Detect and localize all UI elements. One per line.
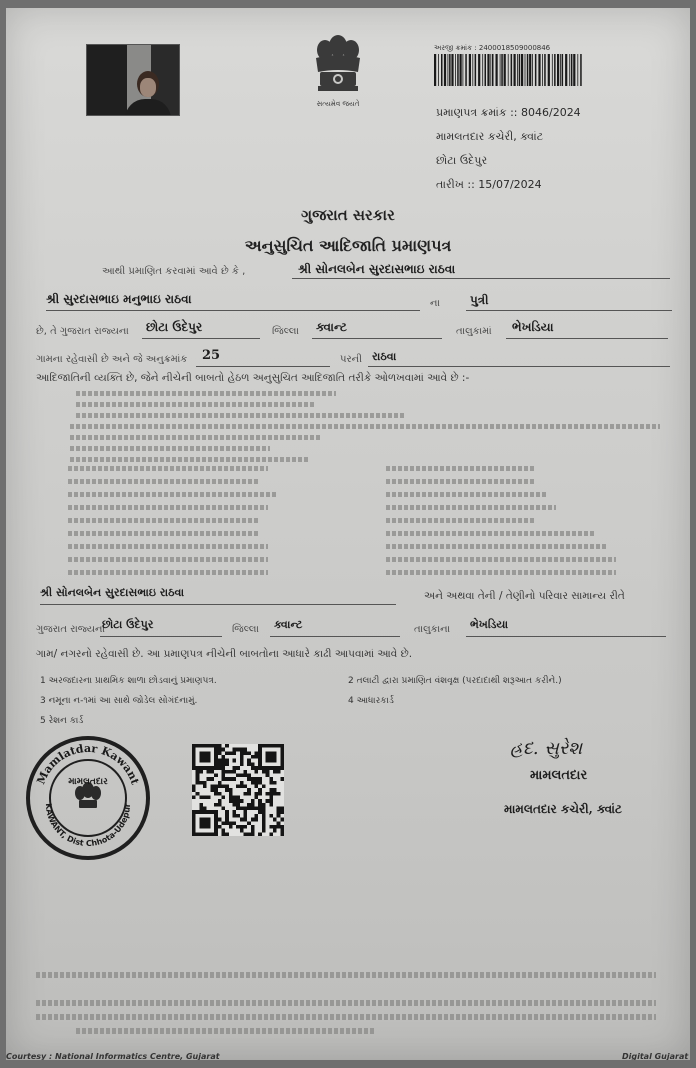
official-stamp bbox=[24, 734, 152, 862]
courtesy-text: Courtesy : National Informatics Centre, Gujarat bbox=[6, 1052, 220, 1060]
village2-value: ભેખડિયા bbox=[470, 618, 509, 631]
document-item: 1 અરજદારના પ્રાથમિક શાળા છોડવાનું પ્રમાણપત્ર. bbox=[40, 676, 217, 686]
village-value: ભેખડિયા bbox=[512, 320, 554, 334]
stamp-outer-text: Mamlatdar Kawant bbox=[34, 741, 142, 787]
district-label: જિલ્લા bbox=[272, 326, 299, 337]
office-name: મામલતદાર કચેરી, ક્વાંટ bbox=[436, 130, 544, 143]
document-item: 3 નમૂના ન-૧માં આ સાથે જોડેલ સોગંદનામું. bbox=[40, 696, 198, 706]
serial-label: ગામના રહેવાસી છે અને જે અનુક્રમાંક bbox=[36, 354, 188, 365]
tribe-value: રાઠવા bbox=[372, 350, 397, 363]
document-item: 4 આધારકાર્ડ bbox=[348, 696, 394, 706]
applicant-name: શ્રી સોનલબેન સુરદાસભાઇ રાઠવા bbox=[298, 262, 456, 276]
applicant-photo bbox=[86, 44, 180, 116]
taluka-label: તાલુકામાં bbox=[456, 326, 492, 337]
document-item: 2 તલાટી દ્વારા પ્રમાણિત વંશવૃક્ષ (પરદાદાથી શરૂઆત કરીને.) bbox=[348, 676, 562, 686]
certificate-title: અનુસુચિત આદિજાતિ પ્રમાણપત્ર bbox=[244, 236, 452, 255]
barcode bbox=[434, 54, 584, 86]
issued-basis-text: ગામ/ નગરનો રહેવાસી છે. આ પ્રમાણપત્ર નીચેની બાબતોના આધારે કાઢી આપવામાં આવે છે. bbox=[36, 648, 413, 660]
brand-text: Digital Gujarat bbox=[622, 1052, 689, 1060]
application-number: અરજી ક્રમાંક : 2400018509000846 bbox=[434, 44, 551, 52]
family-text: અને અથવા તેની / તેણીનો પરિવાર સામાન્ય રીતે bbox=[424, 590, 625, 602]
document-item: 5 રેશન કાર્ડ bbox=[40, 716, 84, 726]
certificate-paper bbox=[6, 8, 690, 1060]
stamp-inner-text: મામલતદાર bbox=[68, 777, 108, 787]
district2-label: જિલ્લા bbox=[232, 624, 259, 635]
relation-label: ના bbox=[430, 298, 440, 309]
serial-value: 25 bbox=[202, 348, 221, 363]
state2-label: ગુજરાત રાજ્યના bbox=[36, 624, 105, 635]
government-title: ગુજરાત સરકાર bbox=[301, 206, 395, 224]
relation-value: પુત્રી bbox=[470, 293, 489, 307]
qr-code bbox=[192, 744, 284, 836]
state-label: છે, તે ગુજરાત રાજ્યના bbox=[36, 326, 129, 337]
taluka2-value: ક્વાન્ટ bbox=[274, 618, 303, 631]
signature-title: મામલતદાર bbox=[530, 768, 588, 783]
emblem-caption: સત્યમેવ જયતે bbox=[316, 100, 360, 108]
signature-office: મામલતદાર કચેરી, ક્વાંટ bbox=[504, 802, 622, 816]
svg-text:KAWANT, Dist Chhota-Udepur bbox=[44, 803, 132, 848]
taluka2-label: તાલુકાના bbox=[414, 624, 451, 635]
national-emblem-icon bbox=[306, 28, 370, 116]
district-name: છોટા ઉદેપુર bbox=[436, 154, 488, 167]
family-name: શ્રી સોનલબેન સુરદાસભાઇ રાઠવા bbox=[40, 586, 185, 599]
certificate-number: પ્રમાણપત્ર ક્રમાંક :: 8046/2024 bbox=[436, 106, 581, 119]
district-value: છોટા ઉદેપુર bbox=[146, 320, 203, 334]
issue-date: તારીખ :: 15/07/2024 bbox=[436, 178, 542, 191]
stamp-bottom-text: KAWANT, Dist Chhota-Udepur bbox=[43, 803, 133, 849]
intro-label: આથી પ્રમાણિત કરવામાં આવે છે કે , bbox=[102, 266, 246, 277]
district2-value: છોટા ઉદેપુર bbox=[102, 618, 154, 631]
taluka-value: ક્વાન્ટ bbox=[316, 320, 347, 334]
father-name: શ્રી સુરદાસભાઇ મનુભાઇ રાઠવા bbox=[46, 292, 192, 306]
tribe-label: પરની bbox=[340, 354, 362, 365]
tribe-intro: આદિજાતિની વ્યક્તિ છે, જેને નીચેની બાબતો હેઠળ અનુસુચિત આદિજાતિ તરીકે ઓળખવામાં આવે છે :- bbox=[36, 372, 470, 384]
signature-scribble: હ્રદ. સુરેશ bbox=[510, 738, 583, 759]
